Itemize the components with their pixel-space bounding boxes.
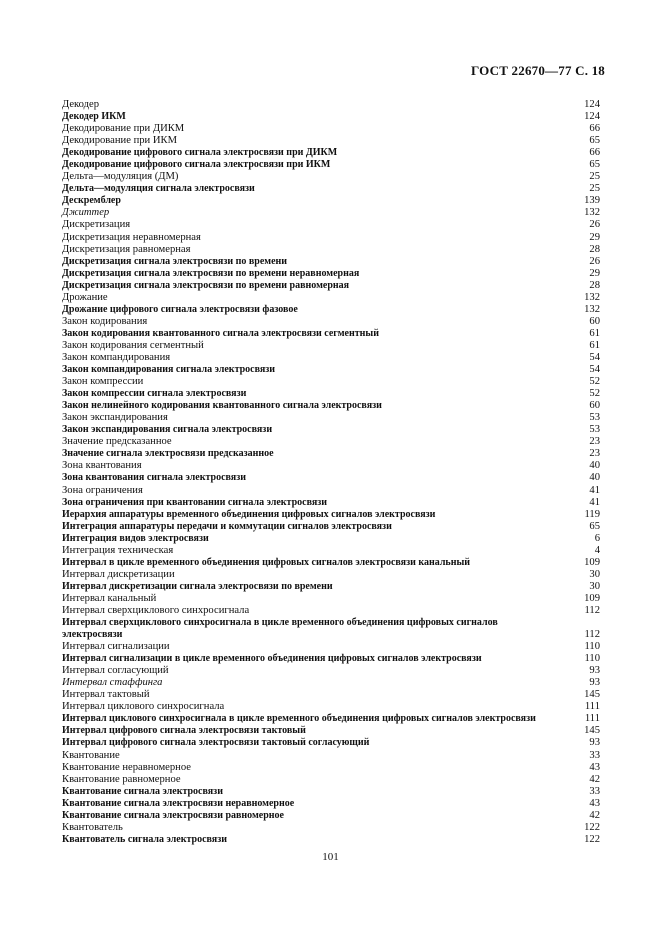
index-entry	[62, 256, 600, 268]
index-entry	[62, 183, 600, 195]
index-entry	[62, 232, 600, 244]
index-page-ref: 112	[584, 629, 600, 641]
index-page-ref: 124	[584, 111, 600, 123]
index-term: Дрожание	[62, 291, 108, 303]
index-term: Декодер ИКМ	[62, 111, 126, 123]
term-index	[62, 99, 600, 846]
index-page-ref: 33	[589, 785, 600, 797]
page-number: 101	[322, 851, 339, 863]
index-term: Интервал дискретизации сигнала электросвязи по времени	[62, 580, 333, 592]
index-entry	[62, 569, 600, 581]
index-term: Закон нелинейного кодирования квантованного сигнала электросвязи	[62, 400, 382, 412]
index-page-ref: 111	[584, 713, 600, 725]
index-entry	[62, 497, 600, 509]
index-term: Квантование равномерное	[62, 773, 181, 785]
index-page-ref: 61	[589, 327, 600, 339]
index-term: Значение сигнала электросвязи предсказанное	[62, 448, 274, 460]
index-page-ref: 111	[584, 701, 600, 713]
index-entry	[62, 689, 600, 701]
index-page-ref: 23	[589, 436, 600, 448]
index-term: Интервал сигнализации	[62, 641, 170, 653]
index-entry	[62, 545, 600, 557]
index-page-ref: 122	[584, 821, 600, 833]
index-entry	[62, 111, 600, 123]
index-term: Квантование сигнала электросвязи равномерное	[62, 809, 284, 821]
index-page-ref: 65	[589, 135, 600, 147]
index-page-ref: 29	[589, 231, 600, 243]
index-term: Интервал согласующий	[62, 665, 169, 677]
index-term: Закон кодирования	[62, 315, 148, 327]
index-term: Дискретизация равномерная	[62, 243, 191, 255]
index-page-ref: 65	[589, 159, 600, 171]
index-term: Интервал сверхциклового синхросигнала	[62, 604, 250, 616]
index-entry	[62, 328, 600, 340]
index-entry	[62, 725, 600, 737]
index-entry	[62, 822, 600, 834]
index-page-ref: 139	[584, 195, 600, 207]
index-page-ref: 122	[584, 833, 600, 845]
index-term: Зона ограничения	[62, 484, 143, 496]
index-term: Закон кодирования сегментный	[62, 339, 204, 351]
index-term: Интервал сверхциклового синхросигнала в цикле временного объединения цифровых сигналов электросвязи	[62, 617, 498, 641]
index-entry	[62, 147, 600, 159]
index-entry	[62, 412, 600, 424]
index-page-ref: 54	[589, 364, 600, 376]
index-page-ref: 28	[589, 243, 600, 255]
index-page-ref: 41	[589, 484, 600, 496]
index-entry	[62, 665, 600, 677]
index-page-ref: 33	[589, 749, 600, 761]
index-term: Интервал цифрового сигнала электросвязи тактовый	[62, 725, 306, 737]
index-page-ref: 25	[589, 171, 600, 183]
index-entry	[62, 280, 600, 292]
index-page-ref: 42	[589, 773, 600, 785]
index-page-ref: 132	[584, 291, 600, 303]
index-term: Закон компрессии	[62, 376, 144, 388]
index-entry	[62, 195, 600, 207]
index-term: Зона ограничения при квантовании сигнала электросвязи	[62, 496, 328, 508]
index-entry	[62, 521, 600, 533]
index-term: Дельта—модуляция (ДМ)	[62, 171, 179, 183]
index-term: Дискретизация	[62, 219, 131, 231]
index-term: Интервал в цикле временного объединения цифровых сигналов электросвязи канальный	[62, 556, 471, 568]
index-term: Джиттер	[62, 207, 110, 219]
index-term: Интервал канальный	[62, 592, 157, 604]
index-entry	[62, 135, 600, 147]
index-page-ref: 30	[589, 580, 600, 592]
index-entry	[62, 774, 600, 786]
index-page-ref: 26	[589, 255, 600, 267]
index-term: Закон компандирования	[62, 351, 171, 363]
index-entry	[62, 557, 600, 569]
index-page-ref: 112	[584, 604, 600, 616]
index-entry	[62, 786, 600, 798]
index-entry	[62, 400, 600, 412]
index-entry	[62, 677, 600, 689]
index-page-ref: 30	[589, 568, 600, 580]
index-entry	[62, 304, 600, 316]
index-page-ref: 109	[584, 556, 600, 568]
index-term: Квантование неравномерное	[62, 761, 191, 773]
index-page-ref: 93	[589, 665, 600, 677]
index-entry	[62, 340, 600, 352]
index-entry	[62, 436, 600, 448]
index-term: Интеграция техническая	[62, 544, 174, 556]
index-entry	[62, 171, 600, 183]
index-entry	[62, 352, 600, 364]
index-page-ref: 41	[589, 496, 600, 508]
index-entry	[62, 653, 600, 665]
index-term: Квантование	[62, 749, 120, 761]
index-term: Интеграция аппаратуры передачи и коммутации сигналов электросвязи	[62, 520, 392, 532]
index-page-ref: 25	[589, 183, 600, 195]
index-page-ref: 60	[589, 315, 600, 327]
index-term: Интервал циклового синхросигнала	[62, 701, 225, 713]
index-page-ref: 40	[589, 472, 600, 484]
index-entry	[62, 316, 600, 328]
index-term: Закон экспандирования сигнала электросвязи	[62, 424, 273, 436]
index-page-ref: 124	[584, 99, 600, 110]
index-page-ref: 6	[594, 532, 600, 544]
index-entry	[62, 424, 600, 436]
index-term: Дрожание цифрового сигнала электросвязи фазовое	[62, 303, 298, 315]
index-entry	[62, 605, 600, 617]
index-page-ref: 93	[589, 677, 600, 689]
index-term: Дискретизация сигнала электросвязи по времени неравномерная	[62, 267, 360, 279]
index-entry	[62, 460, 600, 472]
index-page-ref: 61	[589, 339, 600, 351]
index-term: Иерархия аппаратуры временного объединения цифровых сигналов электросвязи	[62, 508, 436, 520]
index-page-ref: 109	[584, 592, 600, 604]
index-page-ref: 29	[589, 267, 600, 279]
index-entry	[62, 810, 600, 822]
index-entry	[62, 123, 600, 135]
index-term: Квантование сигнала электросвязи неравномерное	[62, 797, 295, 809]
index-term: Декодирование при ИКМ	[62, 135, 177, 147]
index-entry	[62, 641, 600, 653]
index-term: Значение предсказанное	[62, 436, 172, 448]
index-term: Квантователь	[62, 821, 123, 833]
index-term: Закон экспандирования	[62, 412, 168, 424]
index-entry	[62, 485, 600, 497]
index-entry	[62, 388, 600, 400]
index-page-ref: 28	[589, 279, 600, 291]
index-entry	[62, 448, 600, 460]
index-entry	[62, 244, 600, 256]
index-entry	[62, 472, 600, 484]
index-entry	[62, 581, 600, 593]
index-page-ref: 66	[589, 123, 600, 135]
index-term: Интервал стаффинга	[62, 677, 163, 689]
index-term: Интервал дискретизации	[62, 568, 175, 580]
index-entry	[62, 364, 600, 376]
index-page-ref: 119	[584, 508, 600, 520]
index-page-ref: 53	[589, 412, 600, 424]
index-entry	[62, 701, 600, 713]
index-page-ref: 132	[584, 207, 600, 219]
index-term: Зона квантования	[62, 460, 142, 472]
index-entry	[62, 159, 600, 171]
index-term: Дискретизация сигнала электросвязи по времени	[62, 255, 288, 267]
index-term: Закон компрессии сигнала электросвязи	[62, 388, 247, 400]
index-entry	[62, 737, 600, 749]
index-term: Декодер	[62, 99, 100, 110]
index-entry	[62, 713, 600, 725]
index-page-ref: 43	[589, 797, 600, 809]
index-page-ref: 110	[584, 653, 600, 665]
index-term: Закон кодирования квантованного сигнала электросвязи сегментный	[62, 327, 379, 339]
index-term: Дельта—модуляция сигнала электросвязи	[62, 183, 255, 195]
index-page-ref: 53	[589, 424, 600, 436]
index-term: Декодирование при ДИКМ	[62, 123, 185, 135]
index-entry	[62, 268, 600, 280]
index-page-ref: 110	[584, 641, 600, 653]
index-entry	[62, 292, 600, 304]
index-term: Квантование сигнала электросвязи	[62, 785, 223, 797]
index-term: Дискретизация неравномерная	[62, 231, 201, 243]
index-page-ref: 145	[584, 725, 600, 737]
index-term: Интеграция видов электросвязи	[62, 532, 209, 544]
index-page-ref: 93	[589, 737, 600, 749]
index-page-ref: 66	[589, 147, 600, 159]
index-term: Интервал циклового синхросигнала в цикле временного объединения цифровых сигналов электросвязи	[62, 713, 536, 725]
index-entry	[62, 509, 600, 521]
index-entry	[62, 617, 600, 641]
index-page-ref: 43	[589, 761, 600, 773]
index-page-ref: 145	[584, 689, 600, 701]
index-term: Интервал сигнализации в цикле временного объединения цифровых сигналов электросвязи	[62, 653, 482, 665]
index-entry	[62, 219, 600, 231]
index-term: Дискретизация сигнала электросвязи по времени равномерная	[62, 279, 350, 291]
index-entry	[62, 798, 600, 810]
index-term: Зона квантования сигнала электросвязи	[62, 472, 246, 484]
index-entry	[62, 376, 600, 388]
index-term: Закон компандирования сигнала электросвязи	[62, 364, 276, 376]
index-page-ref: 60	[589, 400, 600, 412]
index-entry	[62, 834, 600, 846]
index-page-ref: 52	[589, 376, 600, 388]
index-term: Интервал тактовый	[62, 689, 150, 701]
index-entry	[62, 207, 600, 219]
index-entry	[62, 99, 600, 111]
index-entry	[62, 593, 600, 605]
page-header: ГОСТ 22670—77 С. 18	[471, 63, 605, 78]
index-page-ref: 23	[589, 448, 600, 460]
index-page-ref: 4	[594, 544, 600, 556]
index-page-ref: 54	[589, 351, 600, 363]
index-term: Интервал цифрового сигнала электросвязи тактовый согласующий	[62, 737, 370, 749]
index-page-ref: 132	[584, 303, 600, 315]
index-page-ref: 26	[589, 219, 600, 231]
index-term: Декодирование цифрового сигнала электросвязи при ДИКМ	[62, 147, 338, 159]
index-term: Декодирование цифрового сигнала электросвязи при ИКМ	[62, 159, 331, 171]
index-page-ref: 42	[589, 809, 600, 821]
index-page-ref: 40	[589, 460, 600, 472]
index-page-ref: 65	[589, 520, 600, 532]
index-entry	[62, 750, 600, 762]
index-term: Квантователь сигнала электросвязи	[62, 833, 227, 845]
index-entry	[62, 533, 600, 545]
index-page-ref: 52	[589, 388, 600, 400]
index-term: Дескремблер	[62, 195, 121, 207]
index-entry	[62, 762, 600, 774]
